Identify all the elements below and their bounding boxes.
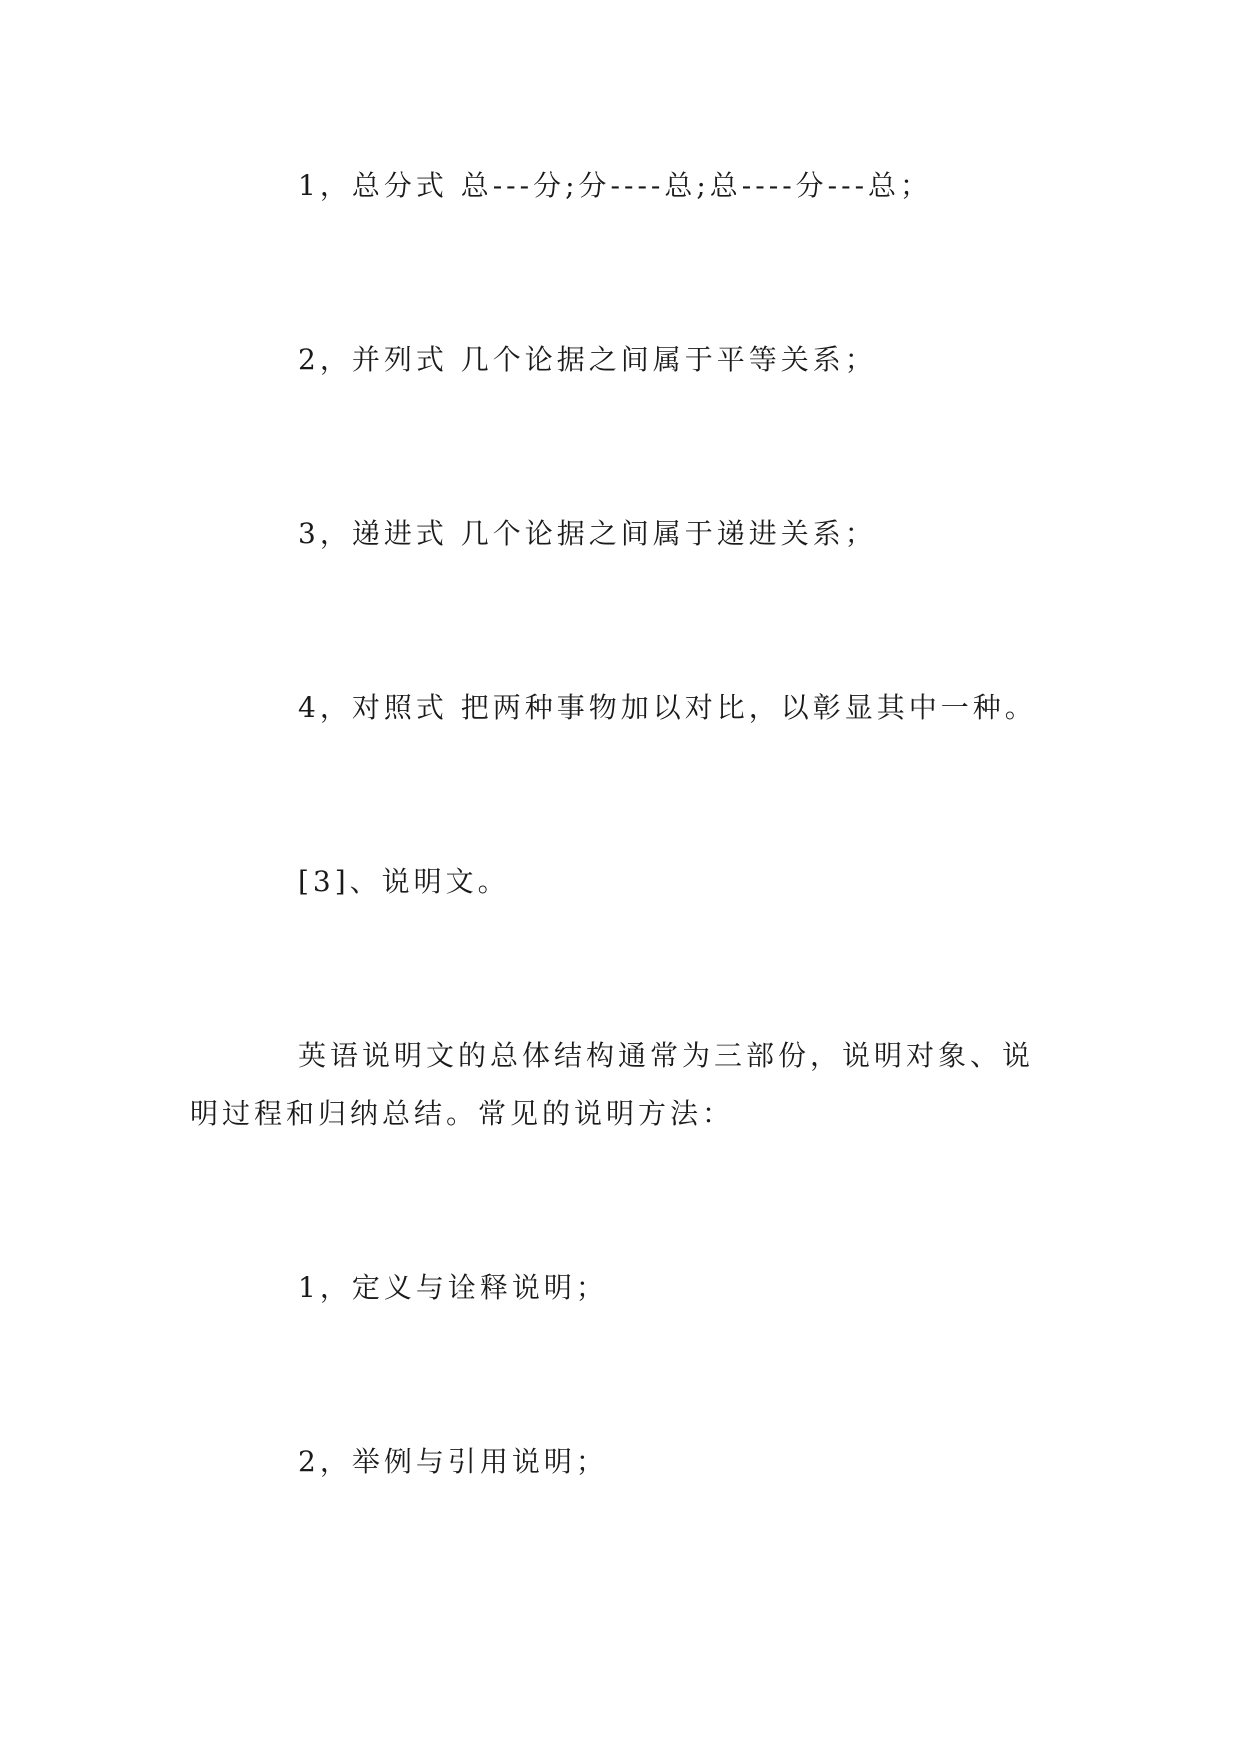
paragraph-expository-intro-line2: 明过程和归纳总结。常见的说明方法： — [190, 1097, 735, 1130]
paragraph-definition: 1，定义与诠释说明； — [298, 1271, 608, 1304]
paragraph-example: 2，举例与引用说明； — [298, 1445, 608, 1478]
section-heading-expository: [3]、说明文。 — [298, 865, 510, 898]
paragraph-progressive: 3，递进式 几个论据之间属于递进关系； — [298, 517, 877, 550]
paragraph-contrast: 4，对照式 把两种事物加以对比，以彰显其中一种。 — [298, 691, 1037, 724]
paragraph-total-division: 1，总分式 总---分;分----总;总----分---总； — [298, 169, 933, 202]
paragraph-expository-intro-line1: 英语说明文的总体结构通常为三部份，说明对象、说 — [298, 1039, 1035, 1072]
paragraph-parallel: 2，并列式 几个论据之间属于平等关系； — [298, 343, 877, 376]
